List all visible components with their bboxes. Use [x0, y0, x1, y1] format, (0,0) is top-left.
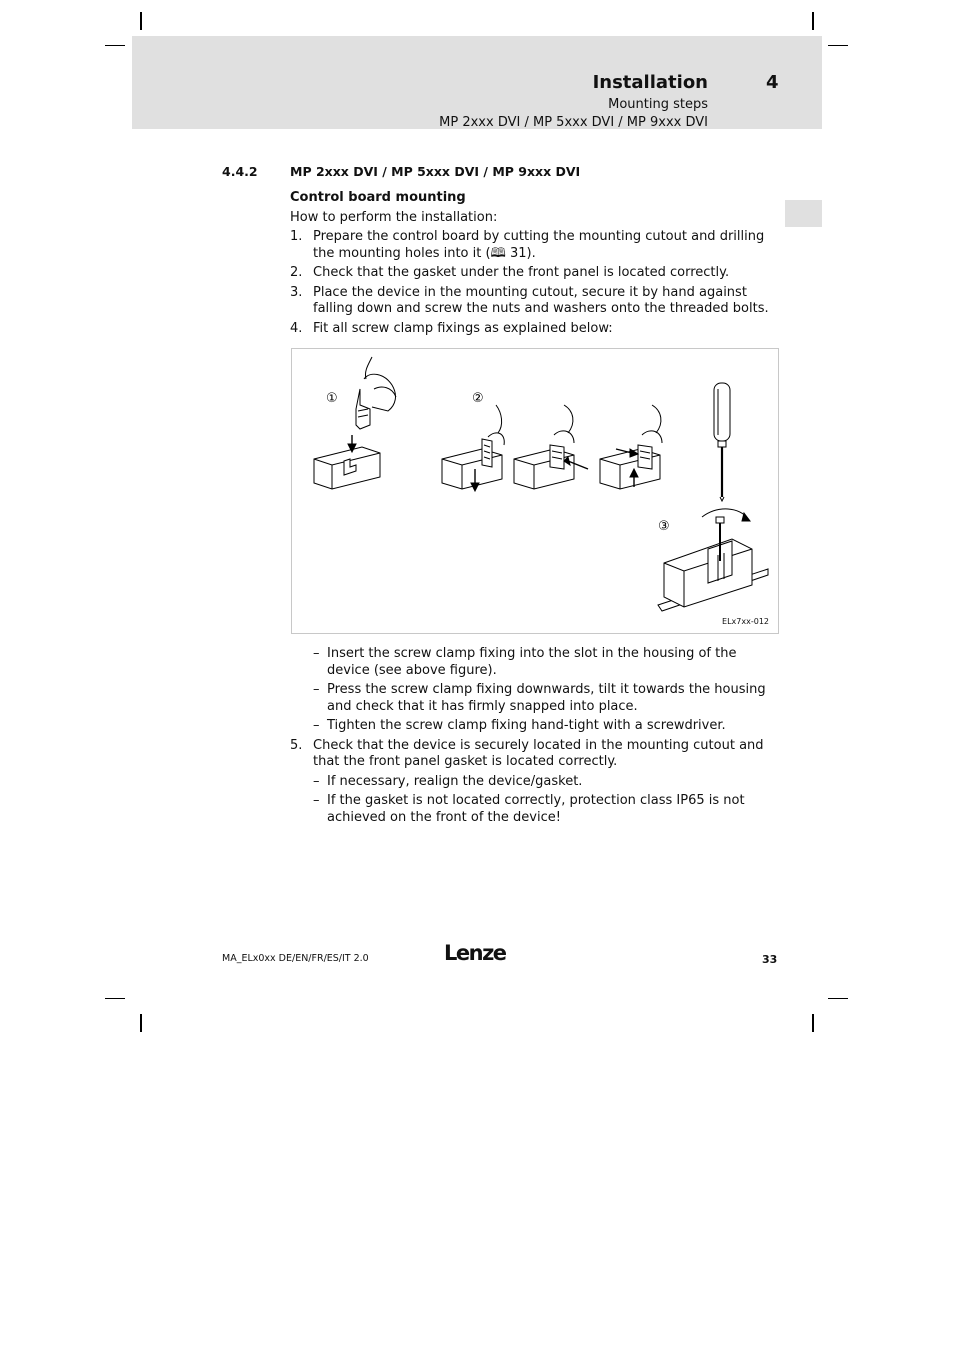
header-subtitle: Mounting steps — [608, 97, 708, 112]
step-text: Prepare the control board by cutting the mounting cutout and drilling the mounting holes into it (🕮 31). — [313, 229, 765, 261]
step-number: 2. — [290, 265, 303, 280]
list-item — [290, 738, 778, 771]
bullet-dash: – — [313, 682, 320, 697]
bullet-dash: – — [313, 646, 320, 661]
chapter-number: 4 — [766, 72, 779, 93]
step-text: Place the device in the mounting cutout, secure it by hand against falling down and screw the nuts and washers onto the threaded bolts. — [313, 284, 769, 316]
bullet-dash: – — [313, 718, 320, 733]
crop-mark — [812, 12, 814, 30]
bullet-text: Insert the screw clamp fixing into the slot in the housing of the device (see above figure). — [327, 646, 737, 678]
bullet-text: Press the screw clamp fixing downwards, tilt it towards the housing and check that it has firmly snapped into place. — [327, 682, 766, 714]
bullet-text: If necessary, realign the device/gasket. — [327, 773, 583, 789]
chapter-tab-marker — [785, 200, 822, 227]
figure-code: ELx7xx-012 — [722, 616, 769, 626]
list-item — [290, 646, 778, 679]
crop-mark — [828, 45, 848, 46]
section-title: MP 2xxx DVI / MP 5xxx DVI / MP 9xxx DVI — [290, 164, 581, 179]
list-item — [290, 321, 778, 338]
page-number: 33 — [762, 953, 778, 966]
figure-label-2: ② — [472, 391, 484, 406]
list-item — [290, 265, 778, 282]
crop-mark — [140, 1014, 142, 1032]
footer-document-id: MA_ELx0xx DE/EN/FR/ES/IT 2.0 — [222, 953, 369, 964]
header-subtitle-models: MP 2xxx DVI / MP 5xxx DVI / MP 9xxx DVI — [439, 115, 708, 130]
bullet-text: If the gasket is not located correctly, protection class IP65 is not achieved on the front of the device! — [327, 793, 745, 825]
crop-mark — [812, 1014, 814, 1032]
list-item — [290, 793, 778, 826]
list-item — [290, 285, 778, 318]
crop-mark — [105, 45, 125, 46]
section-number: 4.4.2 — [222, 164, 258, 179]
step-number: 4. — [290, 320, 303, 336]
list-item — [290, 774, 778, 791]
bullet-text: Tighten the screw clamp fixing hand-tight with a screwdriver. — [327, 718, 726, 733]
step-text: Check that the gasket under the front panel is located correctly. — [313, 265, 730, 280]
bullet-dash: – — [313, 773, 320, 789]
installation-figure — [291, 348, 779, 634]
intro-text: How to perform the installation: — [290, 209, 498, 225]
list-item — [290, 682, 778, 715]
crop-mark — [105, 998, 125, 999]
figure-label-3: ③ — [658, 519, 670, 534]
step-number: 1. — [290, 229, 303, 244]
step-number: 3. — [290, 284, 303, 300]
list-item — [290, 229, 778, 262]
step-text: Check that the device is securely located in the mounting cutout and that the front panel gasket is located correctly. — [313, 737, 764, 769]
brand-logo: Lenze — [444, 941, 506, 965]
step-number: 5. — [290, 737, 303, 753]
crop-mark — [140, 12, 142, 30]
main-content — [290, 190, 778, 829]
list-item — [290, 718, 778, 735]
bullet-dash: – — [313, 793, 320, 808]
chapter-title: Installation — [592, 72, 708, 93]
step-text: Fit all screw clamp fixings as explained below: — [313, 320, 613, 336]
crop-mark — [828, 998, 848, 999]
figure-label-1: ① — [326, 391, 338, 406]
screw-clamp-illustration — [292, 349, 778, 633]
subheading: Control board mounting — [290, 190, 466, 205]
